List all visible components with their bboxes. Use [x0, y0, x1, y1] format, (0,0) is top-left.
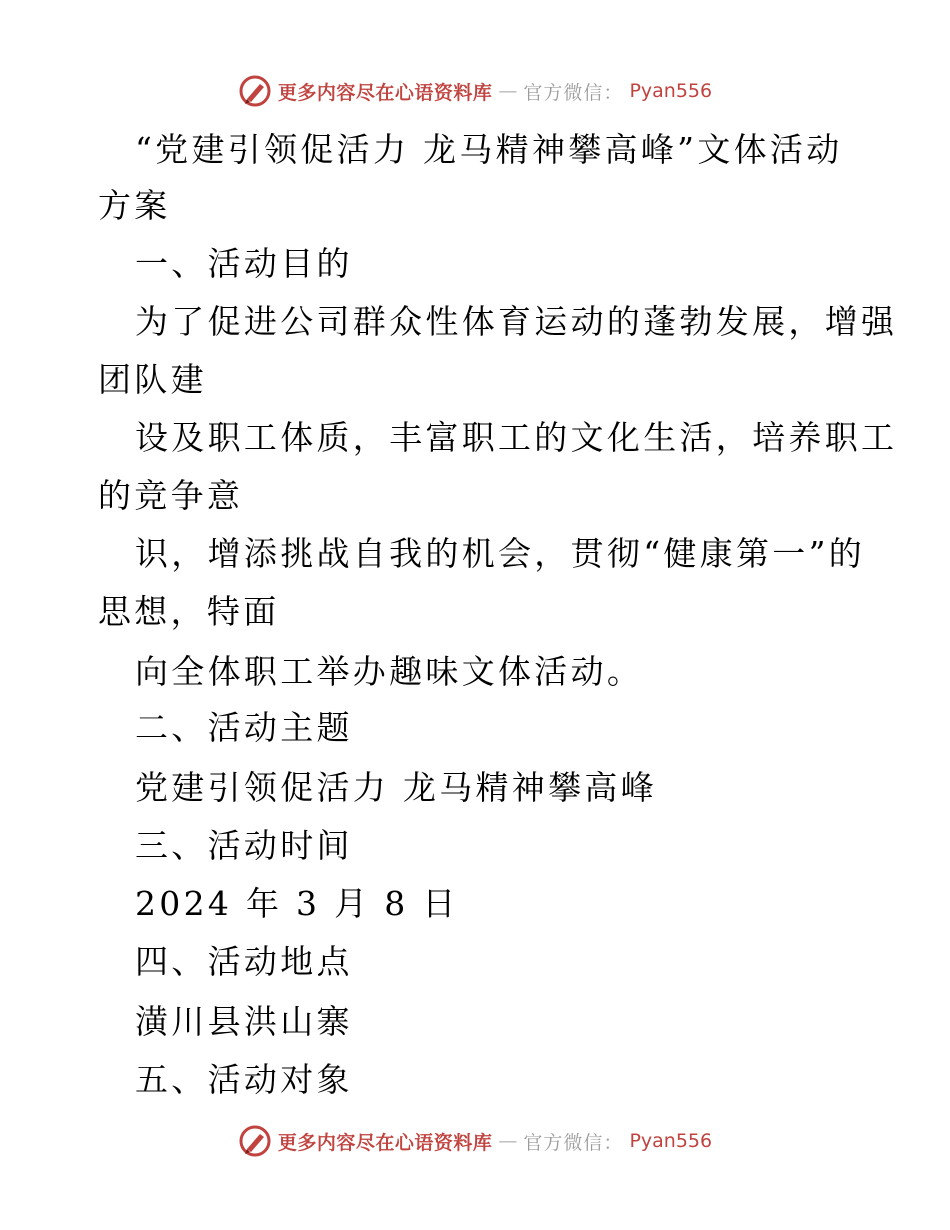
section-2-body: 党建引领促活力 龙马精神攀高峰: [135, 768, 657, 807]
section-1-paragraph-line: 团队建: [98, 360, 207, 399]
section-3-heading: 三、活动时间: [135, 826, 353, 865]
section-5-heading: 五、活动对象: [135, 1060, 353, 1099]
watermark-separator: —: [498, 80, 518, 102]
section-2-heading: 二、活动主题: [135, 708, 353, 747]
section-4-body: 潢川县洪山寨: [135, 1002, 353, 1041]
watermark-account: Pyan556: [629, 80, 713, 102]
watermark-separator: —: [498, 1130, 518, 1152]
section-1-paragraph-line: 向全体职工举办趣味文体活动。: [135, 652, 644, 691]
footer-watermark: [0, 1124, 950, 1158]
document-title-line-2: 方案: [98, 186, 171, 225]
watermark-label: 官方微信：: [523, 1131, 624, 1154]
section-4-heading: 四、活动地点: [135, 942, 353, 981]
watermark-main-text: 更多内容尽在心语资料库: [277, 81, 493, 104]
section-1-paragraph-line: 的竞争意: [98, 476, 244, 515]
document-title-line-1: “党建引领促活力 龙马精神攀高峰”文体活动: [135, 130, 843, 169]
watermark-label: 官方微信：: [523, 81, 624, 104]
section-1-paragraph-line: 思想，特面: [98, 592, 280, 631]
section-1-paragraph-line: 识，增添挑战自我的机会，贯彻“健康第一”的: [135, 534, 866, 573]
section-3-body: 2024 年 3 月 8 日: [135, 884, 459, 923]
section-1-paragraph-line: 设及职工体质，丰富职工的文化生活，培养职工: [135, 418, 898, 457]
pen-logo-icon: [238, 1124, 272, 1158]
section-1-heading: 一、活动目的: [135, 244, 353, 283]
watermark-main-text: 更多内容尽在心语资料库: [277, 1131, 493, 1154]
header-watermark: [0, 74, 950, 108]
watermark-account: Pyan556: [629, 1130, 713, 1152]
pen-logo-icon: [238, 74, 272, 108]
section-1-paragraph-line: 为了促进公司群众性体育运动的蓬勃发展，增强: [135, 302, 898, 341]
